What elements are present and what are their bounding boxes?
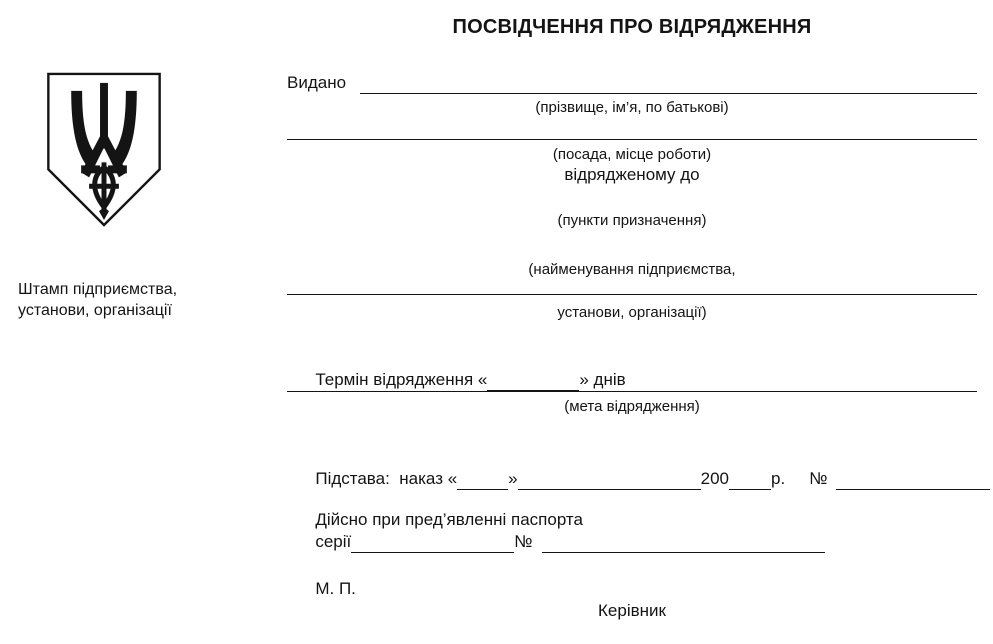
issued-row: [287, 72, 977, 94]
ukraine-trident-emblem-icon: [45, 71, 163, 229]
stamp-caption-line2: установи, організації: [18, 302, 172, 319]
org-caption-bottom: установи, організації): [557, 304, 707, 321]
form-column: [287, 0, 977, 620]
series-number-sign: №: [514, 532, 533, 551]
position-caption: (посада, місце роботи): [552, 146, 712, 163]
term-prefix: Термін відрядження «: [315, 370, 488, 389]
seconded-to-label: відрядженому до: [564, 165, 700, 184]
fullname-caption: (прізвище, ім’я, по батькові): [535, 99, 729, 116]
basis-close-quote: »: [508, 469, 518, 488]
basis-number-sign: №: [809, 469, 828, 488]
passport-line: Дійсно при пред’явленні паспорта: [315, 510, 583, 529]
basis-prefix: Підстава: наказ «: [315, 469, 458, 488]
purpose-caption: (мета відрядження): [564, 398, 700, 415]
passport-series-field: [351, 532, 514, 553]
series-label: серії: [315, 532, 352, 551]
org-field-line: [287, 294, 977, 295]
destination-caption: (пункти призначення): [557, 212, 707, 229]
passport-number-field: [542, 532, 825, 553]
page-title: ПОСВІДЧЕННЯ ПРО ВІДРЯДЖЕННЯ: [452, 16, 812, 38]
term-days-field: [487, 370, 579, 391]
stamp-caption-line1: Штамп підприємства,: [18, 281, 178, 298]
seal-label: М. П.: [315, 579, 356, 598]
org-caption-top: (найменування підприємства,: [528, 261, 736, 278]
issued-name-field: [360, 73, 977, 94]
signer-label: Керівник: [598, 601, 666, 620]
stamp-caption: [18, 279, 177, 321]
basis-year: 200: [700, 469, 730, 488]
signature-row: [287, 556, 977, 644]
basis-year-suffix: р.: [771, 469, 786, 488]
position-field-line: [287, 139, 977, 140]
issued-label: Видано: [287, 73, 347, 92]
purpose-field-line: [287, 391, 977, 392]
term-suffix: » днів: [579, 370, 626, 389]
